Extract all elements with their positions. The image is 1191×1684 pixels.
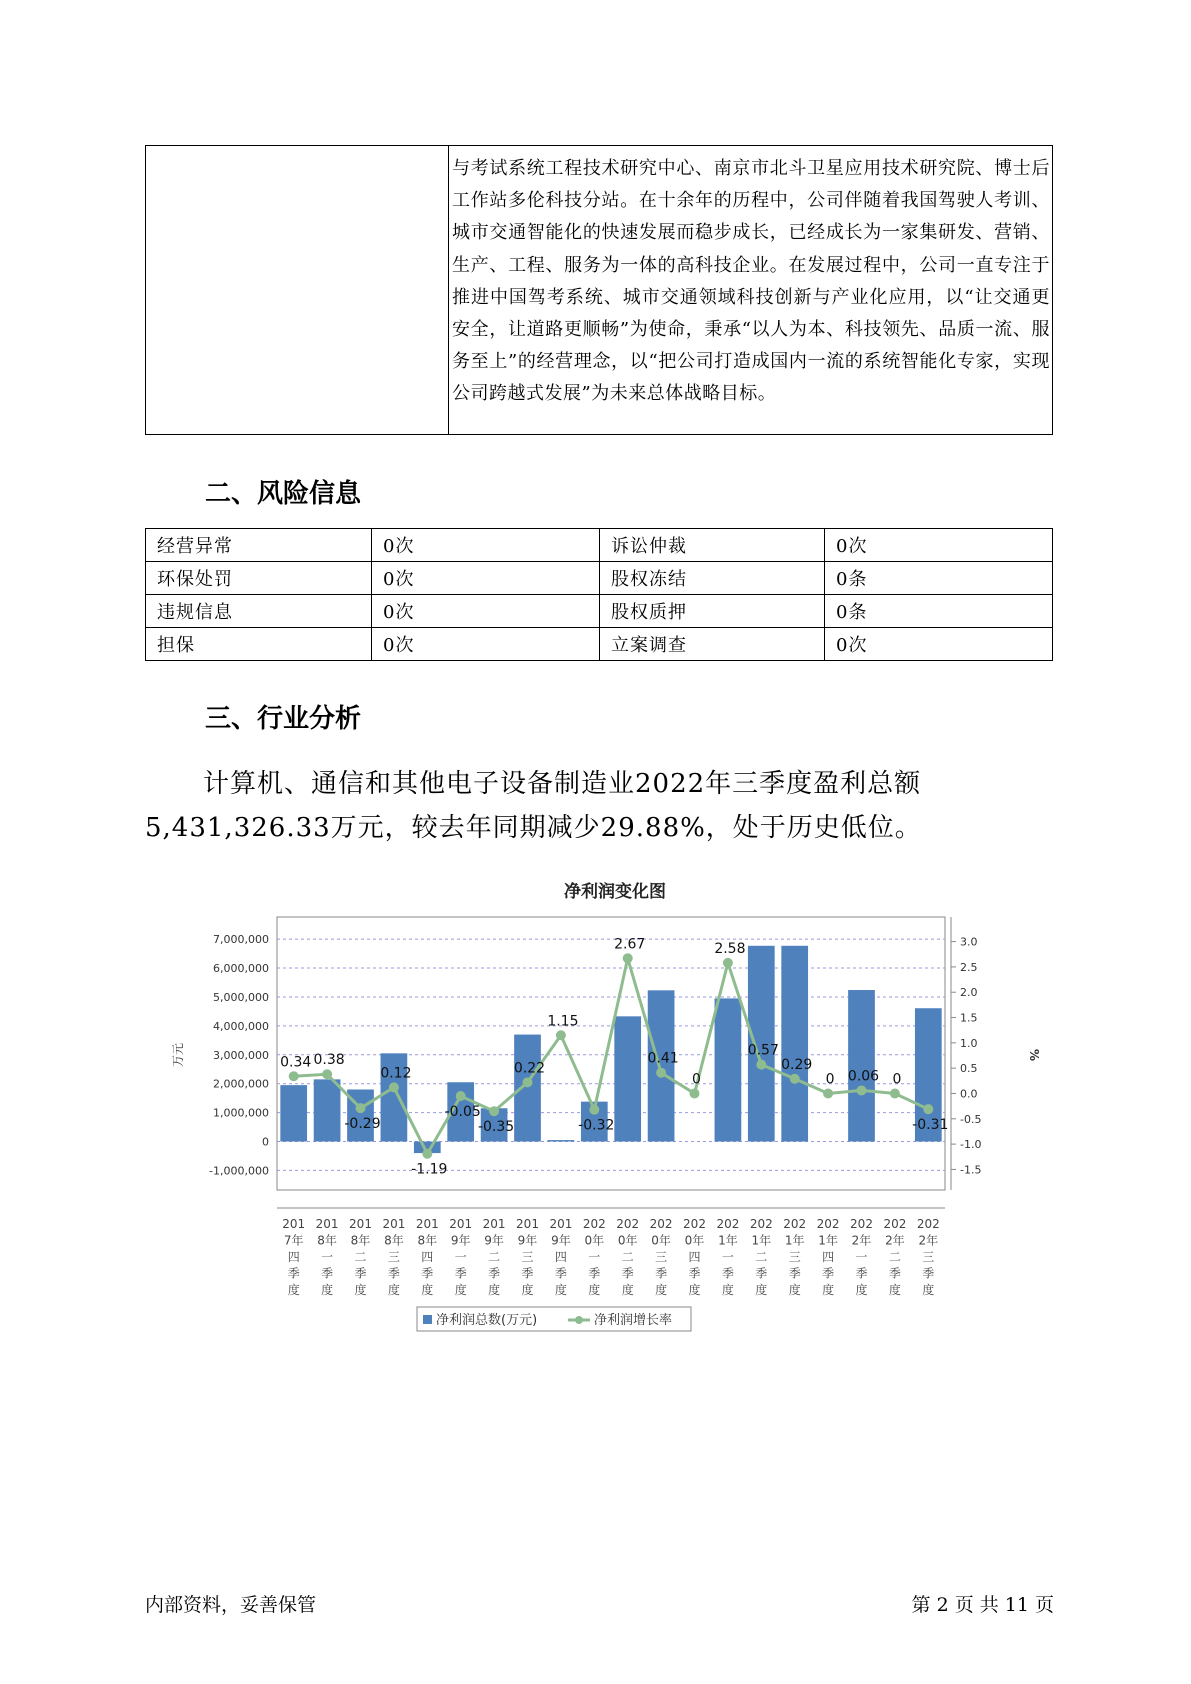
x-tick-label: 202 xyxy=(683,1217,706,1231)
intro-text: 与考试系统工程技术研究中心、南京市北斗卫星应用技术研究院、博士后工作站多伦科技分站。在十余年的历程中，公司伴随着我国驾驶人考训、城市交通智能化的快速发展而稳步成长，已经成长为一家集研发、营销、生产、工程、服务为一体的高科技企业。在发展过程中，公司一直专注于推进中国驾考系统、城市交通领域科技创新与产业化应用，以“让交通更安全，让道路更顺畅”为使命，秉承“以人为本、科技领先、品质一流、服务至上”的经营理念，以“把公司打造成国内一流的系统智能化专家，实现公司跨越式发展”为未来总体战略目标。 xyxy=(449,146,1053,435)
risk-row xyxy=(146,595,1053,628)
risk-heading: 二、风险信息 xyxy=(205,479,362,509)
x-tick-label: 202 xyxy=(749,1217,773,1231)
x-tick-label: 202 xyxy=(916,1217,940,1231)
x-tick-label: 201 xyxy=(349,1217,372,1231)
x-tick-label: 度 xyxy=(688,1283,701,1297)
x-tick-label: 度 xyxy=(488,1283,501,1297)
x-tick-label: 度 xyxy=(421,1283,434,1297)
data-label: 0.38 xyxy=(313,1052,345,1069)
footer-page-number: 第 2 页 共 11 页 xyxy=(911,1594,1054,1616)
data-label: 0.34 xyxy=(280,1054,312,1071)
growth-point xyxy=(322,1069,332,1079)
chart-title: 净利润变化图 xyxy=(564,882,666,902)
x-tick-label: 季 xyxy=(822,1266,835,1281)
x-tick-label: 9年 xyxy=(517,1233,538,1248)
legend-bar-label: 净利润总数(万元) xyxy=(436,1313,538,1328)
bar xyxy=(614,1016,641,1141)
y-tick-label-left: 2,000,000 xyxy=(213,1077,269,1091)
data-label: 0.29 xyxy=(781,1056,813,1073)
x-tick-label: 201 xyxy=(415,1217,439,1231)
y-tick-label-right: 1.0 xyxy=(960,1036,978,1050)
industry-paragraph xyxy=(145,762,1055,850)
data-label: -1.19 xyxy=(411,1161,448,1178)
growth-point xyxy=(823,1088,833,1098)
x-tick-label: 202 xyxy=(649,1217,673,1231)
x-tick-label: 度 xyxy=(621,1283,634,1297)
x-tick-label: 1年 xyxy=(751,1233,772,1248)
growth-point xyxy=(690,1088,700,1098)
y-tick-label-left: 6,000,000 xyxy=(213,962,269,976)
data-label: 0 xyxy=(892,1071,902,1088)
x-tick-label: 季 xyxy=(454,1266,467,1281)
x-tick-label: 度 xyxy=(788,1283,801,1297)
y-axis-label-right: % xyxy=(1027,1048,1041,1062)
data-label: 0 xyxy=(825,1071,835,1088)
data-label: 0.06 xyxy=(847,1068,880,1085)
x-tick-label: 2年 xyxy=(851,1233,872,1248)
growth-point xyxy=(890,1088,900,1098)
growth-point xyxy=(623,953,633,963)
x-tick-label: 四 xyxy=(688,1250,701,1264)
profit-chart xyxy=(150,870,1050,1340)
growth-point xyxy=(289,1071,299,1081)
x-tick-label: 一 xyxy=(454,1250,467,1264)
x-tick-label: 8年 xyxy=(384,1233,404,1248)
intro-table xyxy=(145,145,1053,435)
growth-point xyxy=(790,1074,800,1084)
growth-point xyxy=(356,1103,366,1113)
y-tick-label-right: 2.0 xyxy=(960,986,978,1000)
risk-table xyxy=(145,528,1053,661)
data-label: 2.67 xyxy=(614,936,646,953)
data-label: -0.29 xyxy=(344,1116,381,1133)
x-tick-label: 度 xyxy=(755,1283,768,1297)
industry-heading: 三、行业分析 xyxy=(205,704,362,734)
risk-label: 违规信息 xyxy=(146,595,372,628)
growth-point xyxy=(389,1082,399,1092)
x-tick-label: 0年 xyxy=(617,1233,638,1248)
data-label: 0.22 xyxy=(513,1060,546,1077)
risk-label: 担保 xyxy=(146,628,372,661)
x-tick-label: 一 xyxy=(588,1250,601,1264)
x-tick-label: 202 xyxy=(716,1217,740,1231)
y-tick-label-right: 0.5 xyxy=(960,1062,978,1076)
risk-row xyxy=(146,529,1053,562)
x-tick-label: 季 xyxy=(755,1266,768,1281)
x-tick-label: 9年 xyxy=(551,1233,571,1248)
x-tick-label: 季 xyxy=(655,1266,668,1281)
bar xyxy=(548,1140,575,1141)
y-tick-label-right: 2.5 xyxy=(960,960,978,974)
x-tick-label: 202 xyxy=(816,1217,840,1231)
y-tick-label-right: -1.5 xyxy=(960,1163,982,1177)
data-label: -0.05 xyxy=(444,1104,481,1121)
y-tick-label-left: 1,000,000 xyxy=(213,1106,269,1120)
x-tick-label: 度 xyxy=(588,1283,601,1297)
bar xyxy=(848,990,875,1142)
x-tick-label: 201 xyxy=(282,1217,306,1231)
bar xyxy=(280,1085,307,1141)
y-tick-label-right: 1.5 xyxy=(960,1011,978,1025)
risk-label: 诉讼仲裁 xyxy=(600,529,825,562)
y-tick-label-right: 3.0 xyxy=(960,935,978,949)
x-tick-label: 1年 xyxy=(784,1233,805,1248)
x-tick-label: 度 xyxy=(287,1283,300,1297)
x-tick-label: 2年 xyxy=(918,1233,939,1248)
growth-point xyxy=(756,1060,766,1070)
risk-value: 0次 xyxy=(372,595,600,628)
x-tick-label: 季 xyxy=(521,1266,534,1281)
legend-line-label: 净利润增长率 xyxy=(594,1313,673,1328)
x-tick-label: 一 xyxy=(321,1250,334,1264)
legend-bar-swatch xyxy=(423,1315,432,1324)
x-tick-label: 季 xyxy=(922,1266,935,1281)
x-tick-label: 季 xyxy=(688,1266,701,1281)
y-tick-label-right: -1.0 xyxy=(960,1138,982,1152)
x-tick-label: 0年 xyxy=(584,1233,605,1248)
y-tick-label-left: 3,000,000 xyxy=(213,1048,269,1062)
growth-point xyxy=(489,1106,499,1116)
growth-point xyxy=(589,1105,599,1115)
x-tick-label: 季 xyxy=(855,1266,868,1281)
x-tick-label: 度 xyxy=(922,1283,935,1297)
intro-table-empty-cell xyxy=(146,146,449,435)
data-label: -0.31 xyxy=(912,1117,949,1134)
x-tick-label: 0年 xyxy=(684,1233,705,1248)
risk-value: 0条 xyxy=(825,595,1053,628)
x-tick-label: 8年 xyxy=(417,1233,438,1248)
x-tick-label: 三 xyxy=(788,1250,801,1264)
risk-value: 0次 xyxy=(825,529,1053,562)
x-tick-label: 二 xyxy=(755,1250,768,1264)
x-tick-label: 季 xyxy=(788,1266,801,1281)
data-label: 2.58 xyxy=(714,940,746,957)
risk-label: 立案调查 xyxy=(600,628,825,661)
data-label: 1.15 xyxy=(547,1013,579,1030)
x-tick-label: 季 xyxy=(287,1266,300,1281)
growth-point xyxy=(656,1068,666,1078)
x-tick-label: 一 xyxy=(855,1250,868,1264)
x-tick-label: 201 xyxy=(482,1217,506,1231)
growth-point xyxy=(923,1104,933,1114)
bar xyxy=(781,946,808,1142)
x-tick-label: 度 xyxy=(387,1283,400,1297)
risk-label: 股权质押 xyxy=(600,595,825,628)
x-tick-label: 1年 xyxy=(718,1233,738,1248)
x-tick-label: 三 xyxy=(655,1250,668,1264)
data-label: -0.35 xyxy=(477,1119,515,1136)
x-tick-label: 度 xyxy=(454,1283,467,1297)
bar xyxy=(715,998,742,1141)
growth-point xyxy=(456,1091,466,1101)
legend-line-marker xyxy=(575,1316,583,1324)
risk-row xyxy=(146,628,1053,661)
x-tick-label: 四 xyxy=(421,1250,434,1264)
x-tick-label: 202 xyxy=(582,1217,606,1231)
x-tick-label: 201 xyxy=(516,1217,539,1231)
risk-value: 0次 xyxy=(372,628,600,661)
bar xyxy=(514,1035,541,1142)
x-tick-label: 度 xyxy=(655,1283,668,1297)
x-tick-label: 季 xyxy=(387,1266,400,1281)
x-tick-label: 度 xyxy=(721,1283,734,1297)
bar xyxy=(314,1079,341,1141)
x-tick-label: 四 xyxy=(554,1250,567,1264)
data-label: 0 xyxy=(692,1071,701,1088)
x-tick-label: 二 xyxy=(488,1250,501,1264)
data-label: -0.32 xyxy=(578,1117,615,1134)
x-tick-label: 8年 xyxy=(350,1233,371,1248)
footer-confidential: 内部资料，妥善保管 xyxy=(145,1594,317,1616)
y-axis-label-left: 万元 xyxy=(171,1042,185,1068)
data-label: 0.41 xyxy=(647,1050,679,1067)
data-label: 0.12 xyxy=(380,1065,412,1082)
growth-point xyxy=(523,1077,533,1087)
x-tick-label: 四 xyxy=(287,1250,300,1264)
x-tick-label: 季 xyxy=(321,1266,334,1281)
x-tick-label: 季 xyxy=(488,1266,501,1281)
risk-label: 环保处罚 xyxy=(146,562,372,595)
plot-frame xyxy=(277,917,945,1190)
y-tick-label-left: 7,000,000 xyxy=(213,933,269,947)
x-tick-label: 一 xyxy=(721,1250,734,1264)
x-tick-label: 二 xyxy=(354,1250,367,1264)
y-tick-label-right: -0.5 xyxy=(960,1112,982,1126)
growth-point xyxy=(857,1085,867,1095)
x-tick-label: 季 xyxy=(621,1266,634,1281)
x-tick-label: 季 xyxy=(588,1266,601,1281)
x-tick-label: 1年 xyxy=(818,1233,838,1248)
x-tick-label: 三 xyxy=(387,1250,400,1264)
risk-value: 0条 xyxy=(825,562,1053,595)
x-tick-label: 9年 xyxy=(450,1233,471,1248)
data-label: 0.57 xyxy=(747,1042,779,1059)
x-tick-label: 度 xyxy=(822,1283,835,1297)
x-tick-label: 四 xyxy=(822,1250,835,1264)
x-tick-label: 201 xyxy=(315,1217,339,1231)
y-tick-label-left: 4,000,000 xyxy=(213,1019,269,1033)
risk-value: 0次 xyxy=(825,628,1053,661)
x-tick-label: 季 xyxy=(721,1266,734,1281)
x-tick-label: 度 xyxy=(855,1283,868,1297)
growth-point xyxy=(723,958,733,968)
x-tick-label: 度 xyxy=(888,1283,901,1297)
x-tick-label: 二 xyxy=(621,1250,634,1264)
y-tick-label-left: 0 xyxy=(262,1135,269,1149)
x-tick-label: 度 xyxy=(354,1283,367,1297)
risk-value: 0次 xyxy=(372,562,600,595)
x-tick-label: 202 xyxy=(783,1217,807,1231)
y-tick-label-left: 5,000,000 xyxy=(213,990,269,1004)
x-tick-label: 8年 xyxy=(317,1233,337,1248)
x-tick-label: 季 xyxy=(354,1266,367,1281)
industry-paragraph-text: 计算机、通信和其他电子设备制造业2022年三季度盈利总额5,431,326.33万元，较去年同期减少29.88%，处于历史低位。 xyxy=(145,769,922,843)
y-tick-label-right: 0.0 xyxy=(960,1087,978,1101)
x-tick-label: 度 xyxy=(521,1283,534,1297)
x-tick-label: 9年 xyxy=(484,1233,504,1248)
x-tick-label: 201 xyxy=(449,1217,473,1231)
growth-point xyxy=(556,1030,566,1040)
x-tick-label: 202 xyxy=(616,1217,640,1231)
growth-point xyxy=(422,1149,432,1159)
x-tick-label: 202 xyxy=(883,1217,907,1231)
risk-value: 0次 xyxy=(372,529,600,562)
x-tick-label: 三 xyxy=(922,1250,935,1264)
x-tick-label: 季 xyxy=(888,1266,901,1281)
x-tick-label: 2年 xyxy=(885,1233,905,1248)
x-tick-label: 0年 xyxy=(651,1233,671,1248)
x-tick-label: 度 xyxy=(321,1283,334,1297)
x-tick-label: 7年 xyxy=(283,1233,304,1248)
risk-label: 股权冻结 xyxy=(600,562,825,595)
x-tick-label: 三 xyxy=(521,1250,534,1264)
risk-label: 经营异常 xyxy=(146,529,372,562)
x-tick-label: 201 xyxy=(549,1217,573,1231)
y-tick-label-left: -1,000,000 xyxy=(209,1164,269,1178)
x-tick-label: 度 xyxy=(554,1283,567,1297)
x-tick-label: 季 xyxy=(421,1266,434,1281)
x-tick-label: 二 xyxy=(888,1250,901,1264)
x-tick-label: 201 xyxy=(382,1217,406,1231)
risk-row xyxy=(146,562,1053,595)
x-tick-label: 202 xyxy=(850,1217,873,1231)
x-tick-label: 季 xyxy=(554,1266,567,1281)
